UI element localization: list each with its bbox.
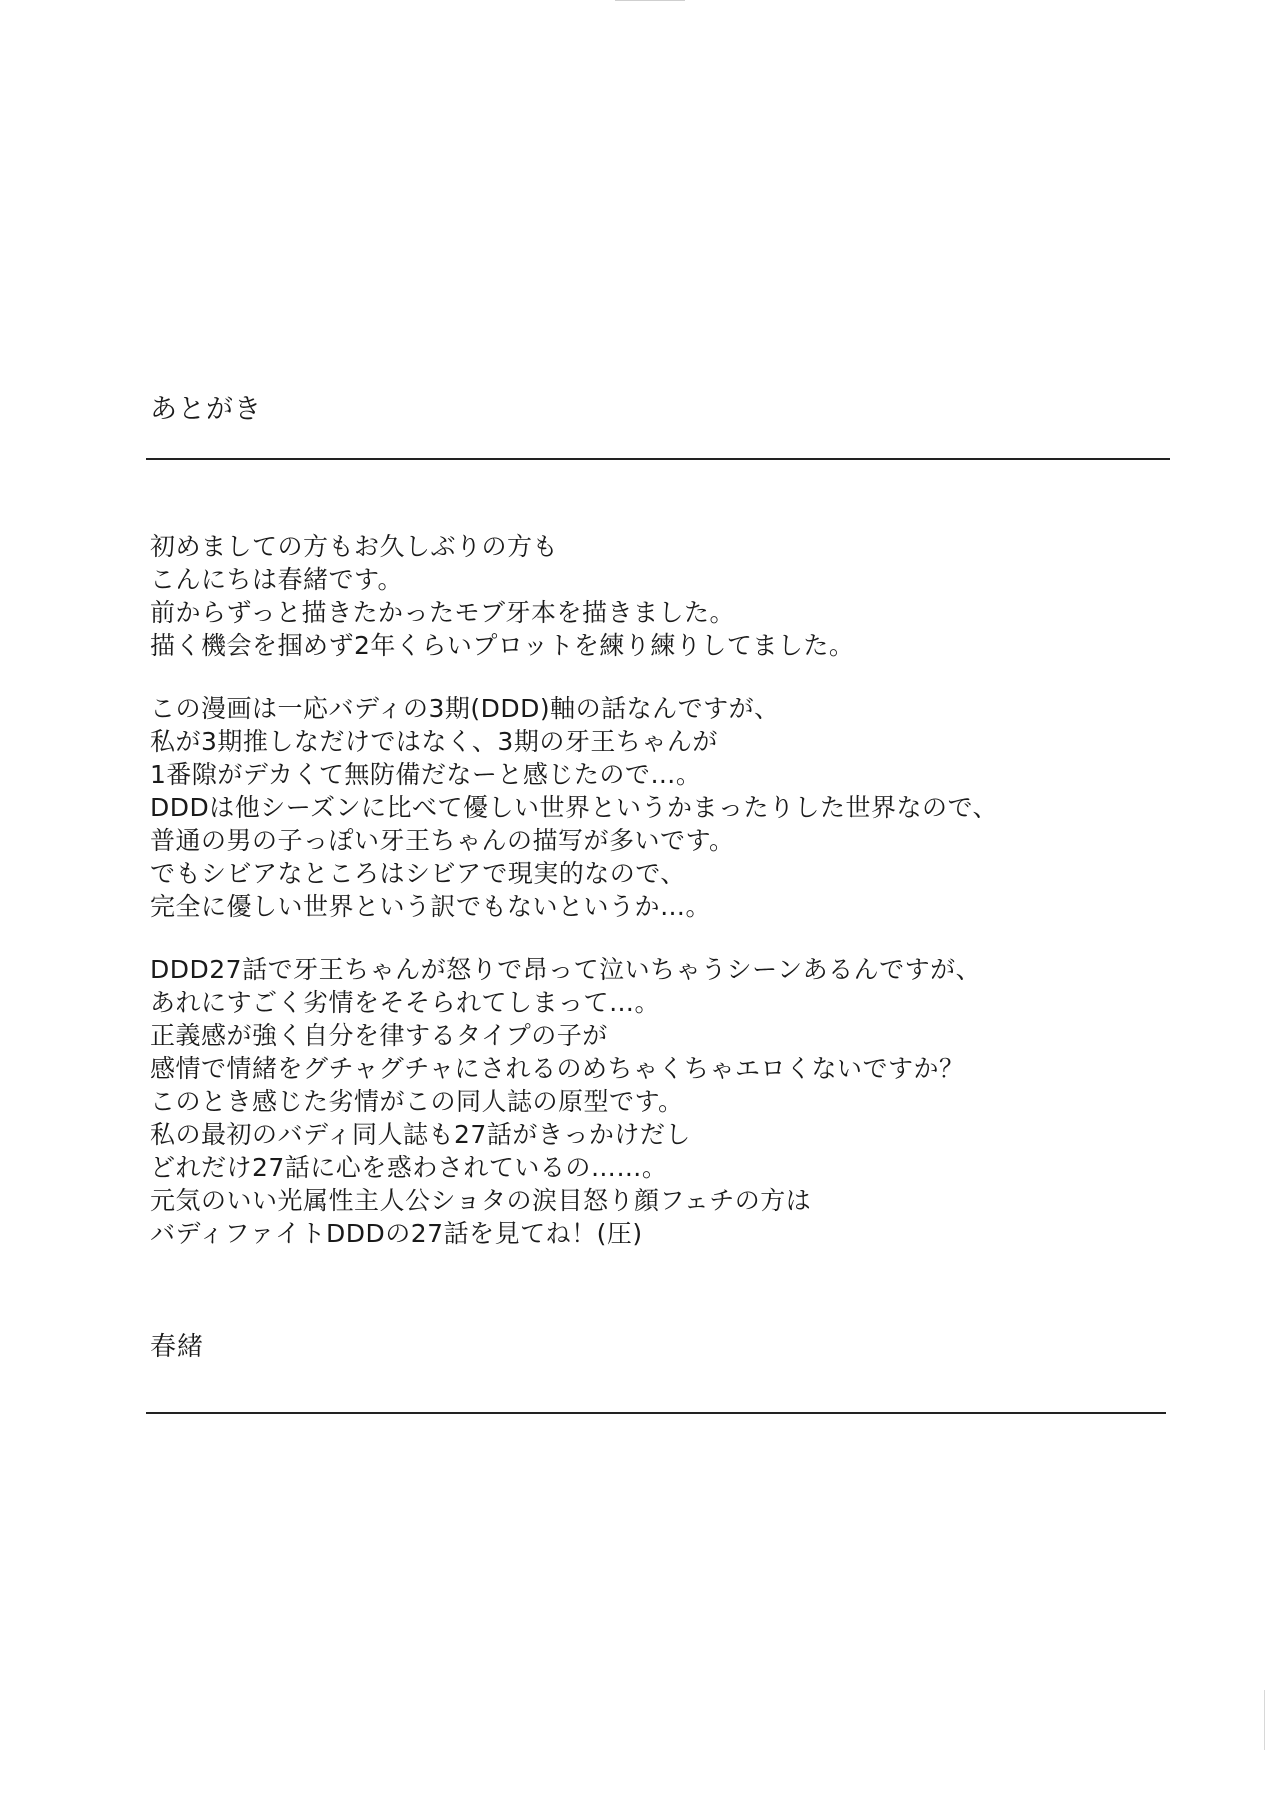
text-line: バディファイトDDDの27話を見てね！(圧) — [150, 1219, 643, 1248]
scan-mark-edge — [1264, 1690, 1273, 1750]
text-line: 私が3期推しなだけではなく、3期の牙王ちゃんが — [150, 727, 718, 756]
text-line: 正義感が強く自分を律するタイプの子が — [150, 1021, 608, 1050]
paragraph-greeting — [150, 530, 1150, 662]
text-line: 1番隙がデカくて無防備だなーと感じたので…。 — [150, 760, 702, 789]
author-signature: 春緒 — [150, 1332, 205, 1362]
text-line: 前からずっと描きたかったモブ牙本を描きました。 — [150, 598, 736, 627]
text-line: 私の最初のバディ同人誌も27話がきっかけだし — [150, 1120, 691, 1149]
text-line: こんにちは春緒です。 — [150, 565, 404, 594]
top-divider — [146, 458, 1170, 460]
text-line: 描く機会を掴めず2年くらいプロットを練り練りしてました。 — [150, 631, 855, 660]
afterword-body — [150, 530, 1150, 1250]
text-line: 元気のいい光属性主人公ショタの涙目怒り顔フェチの方は — [150, 1186, 812, 1215]
text-line: 完全に優しい世界という訳でもないというか…。 — [150, 892, 712, 921]
paragraph-origin — [150, 953, 1150, 1250]
text-line: この漫画は一応バディの3期(DDD)軸の話なんですが、 — [150, 694, 780, 723]
text-line: 普通の男の子っぽい牙王ちゃんの描写が多いです。 — [150, 826, 735, 855]
text-line: でもシビアなところはシビアで現実的なので、 — [150, 859, 686, 888]
afterword-heading: あとがき — [150, 394, 262, 425]
scan-mark-top — [615, 0, 685, 1]
text-line: あれにすごく劣情をそそられてしまって…。 — [150, 988, 661, 1017]
text-line: DDD27話で牙王ちゃんが怒りで昂って泣いちゃうシーンあるんですが、 — [150, 955, 982, 984]
text-line: どれだけ27話に心を惑わされているの……。 — [150, 1153, 668, 1182]
bottom-divider — [146, 1412, 1166, 1414]
text-line: このとき感じた劣情がこの同人誌の原型です。 — [150, 1087, 684, 1116]
text-line: 初めましての方もお久しぶりの方も — [150, 532, 559, 561]
text-line: DDDは他シーズンに比べて優しい世界というかまったりした世界なので、 — [150, 793, 999, 822]
text-line: 感情で情緒をグチャグチャにされるのめちゃくちゃエロくないですか？ — [150, 1054, 965, 1083]
paragraph-setting — [150, 692, 1150, 923]
